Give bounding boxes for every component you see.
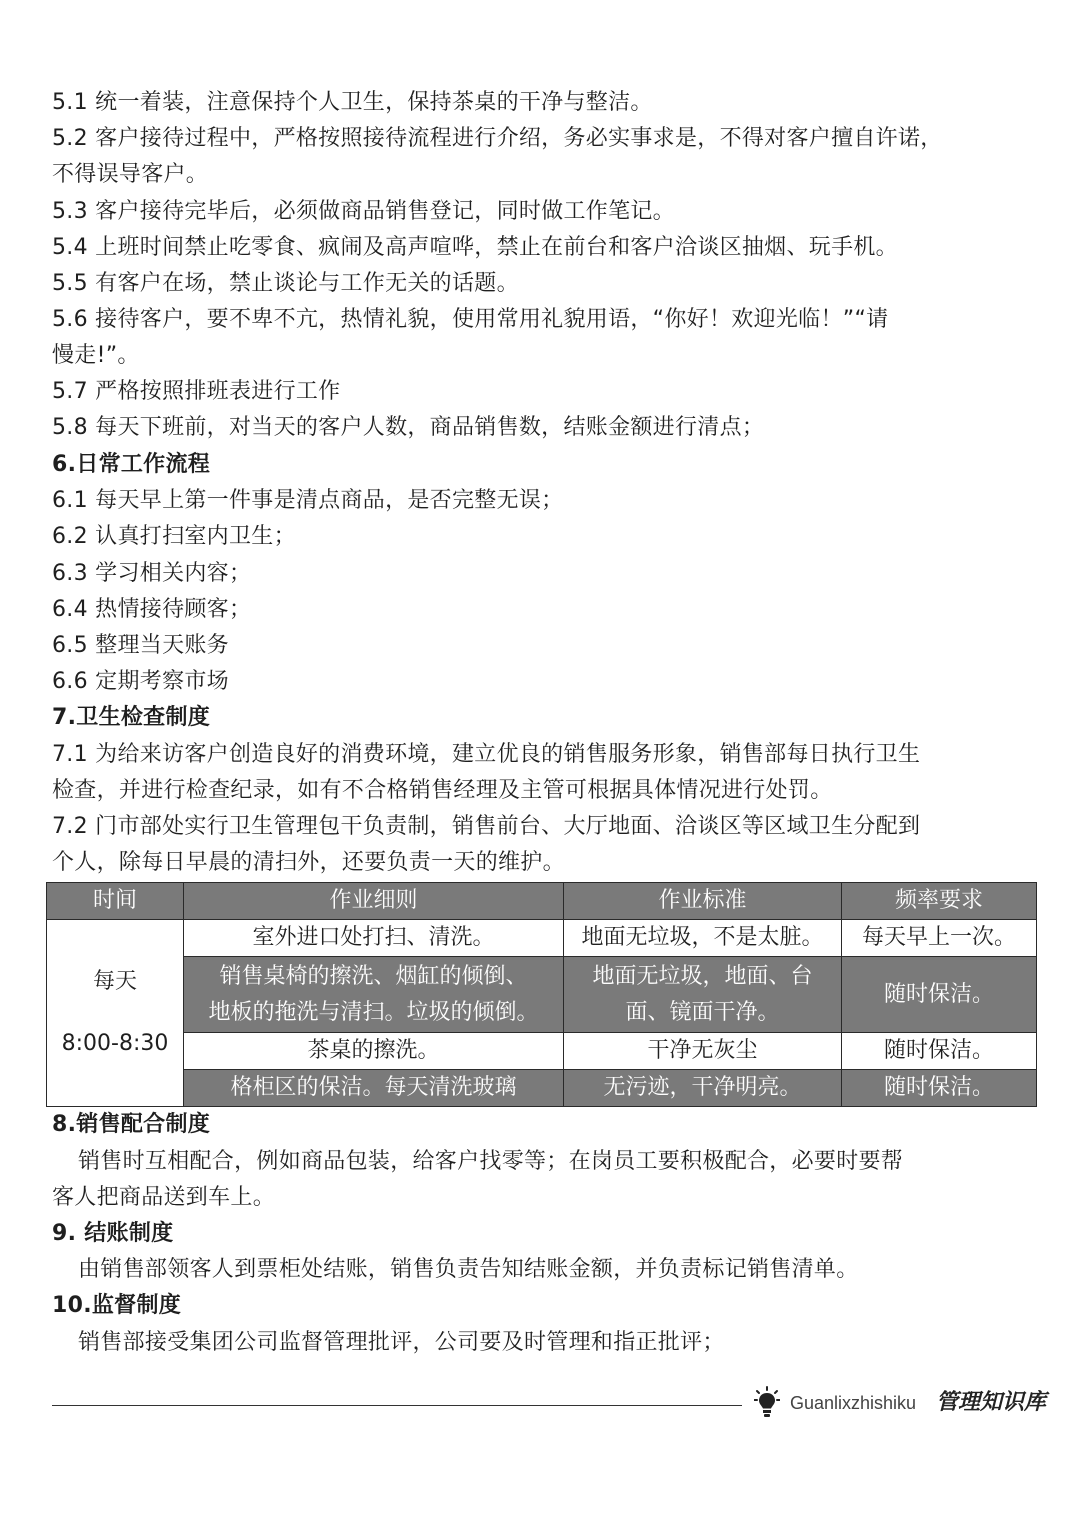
header-frequency: 频率要求 — [842, 883, 1037, 920]
header-time: 时间 — [47, 883, 184, 920]
section-8-line: 销售时互相配合，例如商品包装，给客户找零等；在岗员工要积极配合，必要时要帮 — [78, 1149, 904, 1174]
standard-cell: 地面无垃圾，不是太脏。 — [564, 920, 842, 957]
item-5-2: 5.2 客户接待过程中，严格按照接待流程进行介绍，务必实事求是，不得对客户擅自许诺， — [52, 126, 943, 151]
header-detail: 作业细则 — [184, 883, 564, 920]
detail-cell: 格柜区的保洁。每天清洗玻璃 — [184, 1070, 564, 1107]
item-7-2-cont: 个人，除每日早晨的清扫外，还要负责一天的维护。 — [52, 850, 565, 875]
header-standard: 作业标准 — [564, 883, 842, 920]
item-6-4: 6.4 热情接待顾客； — [52, 597, 252, 622]
item-5-6: 5.6 接待客户，要不卑不亢，热情礼貌，使用常用礼貌用语，“你好！欢迎光临！”“请 — [52, 307, 889, 332]
item-5-7: 5.7 严格按照排班表进行工作 — [52, 379, 341, 404]
item-6-6: 6.6 定期考察市场 — [52, 669, 229, 694]
frequency-cell: 随时保洁。 — [842, 1033, 1037, 1070]
item-5-6-cont: 慢走!”。 — [52, 343, 140, 368]
table-row — [47, 920, 1037, 957]
time-range: 8:00-8:30 — [61, 1031, 169, 1056]
heading-section-6: 6.日常工作流程 — [52, 452, 211, 477]
detail-cell — [184, 957, 564, 1033]
item-5-3: 5.3 客户接待完毕后，必须做商品销售登记，同时做工作笔记。 — [52, 199, 675, 224]
section-8-line: 客人把商品送到车上。 — [52, 1185, 276, 1210]
section-9-line: 由销售部领客人到票柜处结账，销售负责告知结账金额，并负责标记销售清单。 — [78, 1257, 859, 1282]
table-header-row — [47, 883, 1037, 920]
item-6-1: 6.1 每天早上第一件事是清点商品，是否完整无误； — [52, 488, 564, 513]
item-5-2-cont: 不得误导客户。 — [52, 162, 209, 187]
lightbulb-icon — [754, 1386, 780, 1420]
brand-name-cn: 管理知识库 — [936, 1389, 1047, 1415]
item-5-4: 5.4 上班时间禁止吃零食、疯闹及高声喧哗，禁止在前台和客户洽谈区抽烟、玩手机。 — [52, 235, 898, 260]
footer-divider — [52, 1405, 742, 1406]
table-row — [47, 1070, 1037, 1107]
item-6-3: 6.3 学习相关内容； — [52, 561, 252, 586]
table-row — [47, 1033, 1037, 1070]
brand-name-en: Guanlixzhishiku — [790, 1393, 917, 1413]
hygiene-schedule-table — [46, 882, 1037, 1107]
frequency-cell: 每天早上一次。 — [842, 920, 1037, 957]
standard-cell — [564, 957, 842, 1033]
standard-line: 面、镜面干净。 — [625, 999, 780, 1025]
item-7-1-cont: 检查，并进行检查纪录，如有不合格销售经理及主管可根据具体情况进行处罚。 — [52, 778, 833, 803]
item-5-1: 5.1 统一着装，注意保持个人卫生，保持茶桌的干净与整洁。 — [52, 90, 653, 115]
section-10-line: 销售部接受集团公司监督管理批评，公司要及时管理和指正批评； — [78, 1330, 725, 1355]
item-5-8: 5.8 每天下班前，对当天的客户人数，商品销售数，结账金额进行清点； — [52, 415, 765, 440]
standard-cell: 无污迹，干净明亮。 — [564, 1070, 842, 1107]
item-7-2: 7.2 门市部处实行卫生管理包干负责制，销售前台、大厅地面、洽谈区等区域卫生分配到 — [52, 814, 921, 839]
standard-line: 地面无垃圾，地面、台 — [592, 963, 813, 989]
detail-cell: 茶桌的擦洗。 — [184, 1033, 564, 1070]
detail-line: 销售桌椅的擦洗、烟缸的倾倒、 — [219, 963, 528, 989]
item-6-5: 6.5 整理当天账务 — [52, 633, 229, 658]
heading-section-9: 9. 结账制度 — [52, 1221, 174, 1246]
table-row — [47, 957, 1037, 1033]
detail-cell: 室外进口处打扫、清洗。 — [184, 920, 564, 957]
item-5-5: 5.5 有客户在场，禁止谈论与工作无关的话题。 — [52, 271, 519, 296]
heading-section-8: 8.销售配合制度 — [52, 1112, 211, 1137]
detail-line: 地板的拖洗与清扫。垃圾的倾倒。 — [208, 999, 539, 1025]
item-6-2: 6.2 认真打扫室内卫生； — [52, 524, 296, 549]
time-cell — [47, 920, 184, 1107]
heading-section-10: 10.监督制度 — [52, 1293, 182, 1318]
heading-section-7: 7.卫生检查制度 — [52, 705, 211, 730]
frequency-cell: 随时保洁。 — [842, 1070, 1037, 1107]
time-day: 每天 — [92, 969, 137, 994]
item-7-1: 7.1 为给来访客户创造良好的消费环境，建立优良的销售服务形象，销售部每日执行卫生 — [52, 742, 921, 767]
standard-cell: 干净无灰尘 — [564, 1033, 842, 1070]
frequency-cell: 随时保洁。 — [842, 957, 1037, 1033]
